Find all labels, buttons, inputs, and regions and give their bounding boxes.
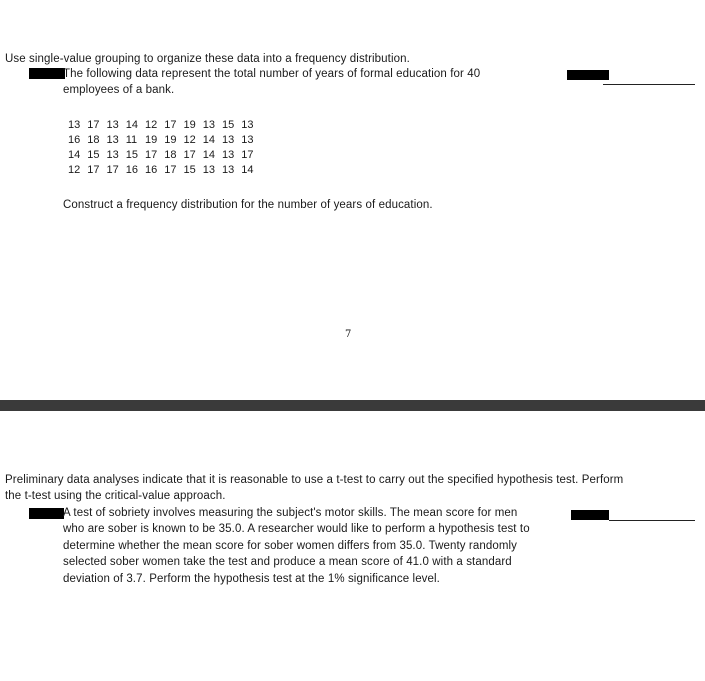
table-cell: 19 <box>145 134 158 146</box>
table-cell: 14 <box>241 164 254 176</box>
problem-body-line-4: selected sober women take the test and produce a mean score of 41.0 with a standard <box>63 556 512 568</box>
table-cell: 17 <box>164 164 177 176</box>
table-cell: 13 <box>222 149 235 161</box>
problem-intro-line-1: The following data represent the total number of years of formal education for 40 <box>63 68 481 80</box>
problem-body-line-5: deviation of 3.7. Perform the hypothesis test at the 1% significance level. <box>63 573 440 585</box>
task-text: Construct a frequency distribution for the number of years of education. <box>63 199 433 211</box>
table-cell: 15 <box>183 164 196 176</box>
table-cell: 12 <box>68 164 81 176</box>
table-cell: 12 <box>183 134 196 146</box>
redacted-label <box>567 70 609 80</box>
table-cell: 14 <box>68 149 81 161</box>
table-cell: 17 <box>87 164 100 176</box>
table-cell: 19 <box>183 119 196 131</box>
table-cell: 13 <box>106 134 119 146</box>
table-cell: 17 <box>164 119 177 131</box>
instruction-line-2: the t-test using the critical-value approach. <box>5 490 226 502</box>
page-divider <box>0 400 705 411</box>
table-cell: 13 <box>106 149 119 161</box>
table-row <box>65 133 258 148</box>
table-cell: 15 <box>222 119 235 131</box>
table-cell: 11 <box>125 134 138 146</box>
table-cell: 13 <box>241 119 254 131</box>
problem-intro-line-2: employees of a bank. <box>63 84 175 96</box>
redacted-number <box>29 68 65 79</box>
table-cell: 13 <box>202 164 215 176</box>
table-row <box>65 118 258 133</box>
table-cell: 13 <box>222 134 235 146</box>
instruction-text: Use single-value grouping to organize these data into a frequency distribution. <box>5 53 410 65</box>
redacted-number <box>29 508 64 519</box>
table-cell: 17 <box>145 149 158 161</box>
table-cell: 13 <box>106 119 119 131</box>
table-cell: 16 <box>145 164 158 176</box>
table-cell: 14 <box>125 119 138 131</box>
table-cell: 13 <box>202 119 215 131</box>
table-cell: 18 <box>164 149 177 161</box>
table-cell: 15 <box>87 149 100 161</box>
answer-line <box>609 520 695 521</box>
table-cell: 16 <box>125 164 138 176</box>
table-cell: 14 <box>202 149 215 161</box>
problem-body-line-1: A test of sobriety involves measuring the subject's motor skills. The mean score for men <box>63 507 518 519</box>
redacted-label <box>571 510 609 520</box>
table-cell: 13 <box>68 119 81 131</box>
problem-body-line-2: who are sober is known to be 35.0. A researcher would like to perform a hypothesis test to <box>63 523 530 535</box>
table-cell: 17 <box>241 149 254 161</box>
table-row <box>65 148 258 163</box>
table-cell: 17 <box>106 164 119 176</box>
table-cell: 17 <box>87 119 100 131</box>
answer-line <box>603 84 695 85</box>
table-cell: 17 <box>183 149 196 161</box>
table-cell: 15 <box>125 149 138 161</box>
table-cell: 13 <box>241 134 254 146</box>
table-cell: 16 <box>68 134 81 146</box>
problem-body-line-3: determine whether the mean score for sober women differs from 35.0. Twenty randomly <box>63 540 518 552</box>
table-cell: 14 <box>202 134 215 146</box>
data-table <box>65 118 258 178</box>
table-cell: 12 <box>145 119 158 131</box>
table-cell: 13 <box>222 164 235 176</box>
instruction-line-1: Preliminary data analyses indicate that it is reasonable to use a t-test to carry out the specified hypothesis test. Perform <box>5 474 624 486</box>
table-cell: 18 <box>87 134 100 146</box>
page-number: 7 <box>345 329 352 340</box>
table-row <box>65 163 258 178</box>
table-cell: 19 <box>164 134 177 146</box>
